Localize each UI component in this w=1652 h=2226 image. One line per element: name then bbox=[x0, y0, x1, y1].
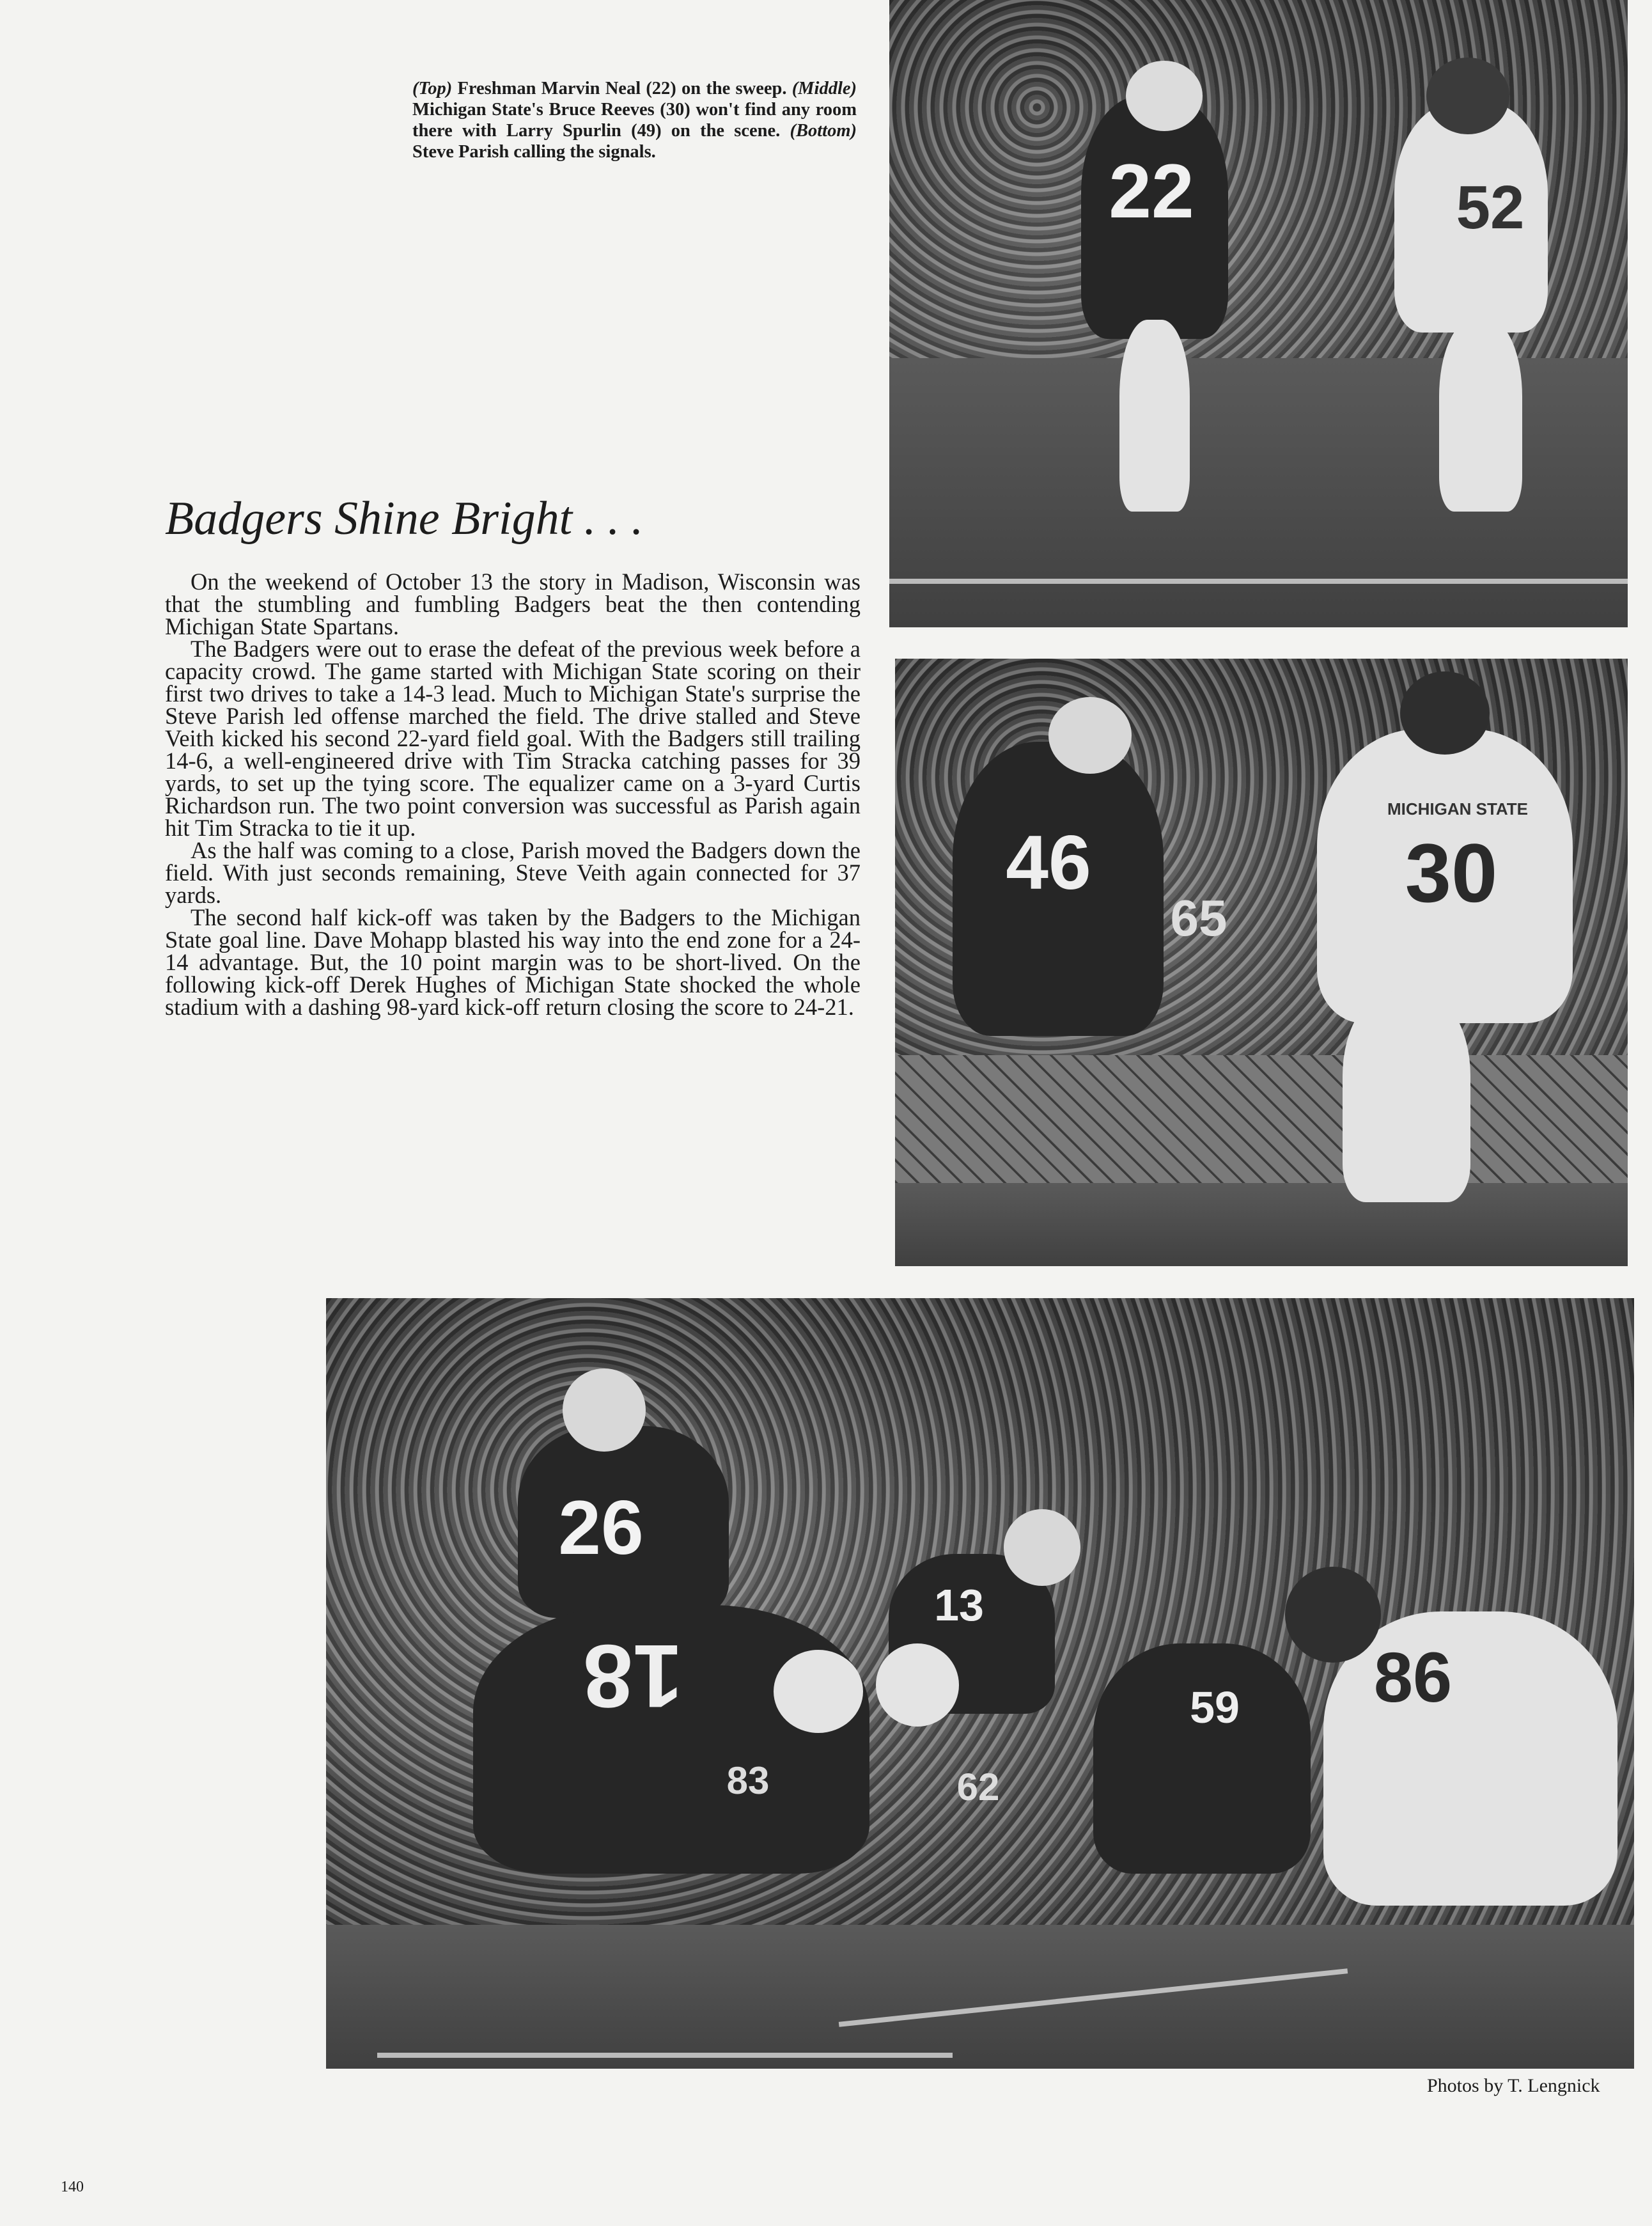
jersey-lettering: MICHIGAN STATE bbox=[1387, 799, 1529, 819]
article-body bbox=[165, 570, 861, 1018]
jersey-number: 18 bbox=[583, 1626, 683, 1727]
jersey-number: 30 bbox=[1405, 826, 1498, 920]
photo-caption bbox=[412, 78, 857, 162]
bottom-photo bbox=[326, 1298, 1634, 2069]
jersey-number: 52 bbox=[1456, 173, 1525, 242]
jersey-number: 22 bbox=[1109, 148, 1194, 234]
page-number: 140 bbox=[61, 2179, 84, 2195]
top-photo bbox=[889, 0, 1628, 627]
chain-link-fence bbox=[895, 1055, 1628, 1183]
jersey-number: 86 bbox=[1373, 1638, 1453, 1717]
lineman-figure bbox=[1093, 1643, 1311, 1874]
middle-photo bbox=[895, 659, 1628, 1266]
caption-middle-text: Michigan State's Bruce Reeves (30) won't find any room there with Larry Spurlin (49) on the scene. bbox=[412, 100, 857, 141]
jersey-number: 65 bbox=[1170, 890, 1227, 946]
article-paragraph: On the weekend of October 13 the story in Madison, Wisconsin was that the stumbling and fumbling Badgers beat the then contending Michigan State Spartans. bbox=[165, 568, 861, 639]
caption-middle-tag: (Middle) bbox=[791, 79, 857, 98]
article-heading: Badgers Shine Bright . . . bbox=[165, 492, 644, 545]
article-paragraph: The second half kick-off was taken by the Badgers to the Michigan State goal line. Dave Mohapp blasted his way into the end zone for a 24-14 advantage. But, the 10 point margin was to be short-lived. On the following kick-off Derek Hughes of Michigan State shocked the whole stadium with a dashing 98-yard kick-off return closing the score to 24-21. bbox=[165, 904, 861, 1020]
photo-credit: Photos by T. Lengnick bbox=[1427, 2075, 1600, 2096]
caption-bottom-tag: (Bottom) bbox=[790, 121, 857, 141]
article-paragraph: The Badgers were out to erase the defeat of the previous week before a capacity crowd. The game started with Michigan State scoring on their first two drives to take a 14-3 lead. Much to Michigan State's surprise the Steve Parish led offense marched the field. The drive stalled and Steve Veith kicked his second 22-yard field goal. With the Badgers still trailing 14-6, a well-engineered drive with Tim Stracka catching passes for 39 yards, to set up the tying score. The equalizer came on a 3-yard Curtis Richardson run. The two point conversion was successful as Parish again hit Tim Stracka to tie it up. bbox=[165, 636, 861, 841]
jersey-number: 59 bbox=[1190, 1682, 1240, 1732]
caption-bottom-text: Steve Parish calling the signals. bbox=[412, 142, 656, 162]
jersey-number: 62 bbox=[956, 1766, 1000, 1808]
article-paragraph: As the half was coming to a close, Parish moved the Badgers down the field. With just seconds remaining, Steve Veith again connected for 37 yards. bbox=[165, 837, 861, 908]
caption-top-text: Freshman Marvin Neal (22) on the sweep. bbox=[452, 79, 792, 98]
caption-top-tag: (Top) bbox=[412, 79, 453, 98]
jersey-number: 26 bbox=[558, 1485, 644, 1571]
jersey-number: 46 bbox=[1006, 820, 1091, 905]
jersey-number: 13 bbox=[934, 1580, 984, 1630]
jersey-number: 83 bbox=[726, 1759, 770, 1802]
